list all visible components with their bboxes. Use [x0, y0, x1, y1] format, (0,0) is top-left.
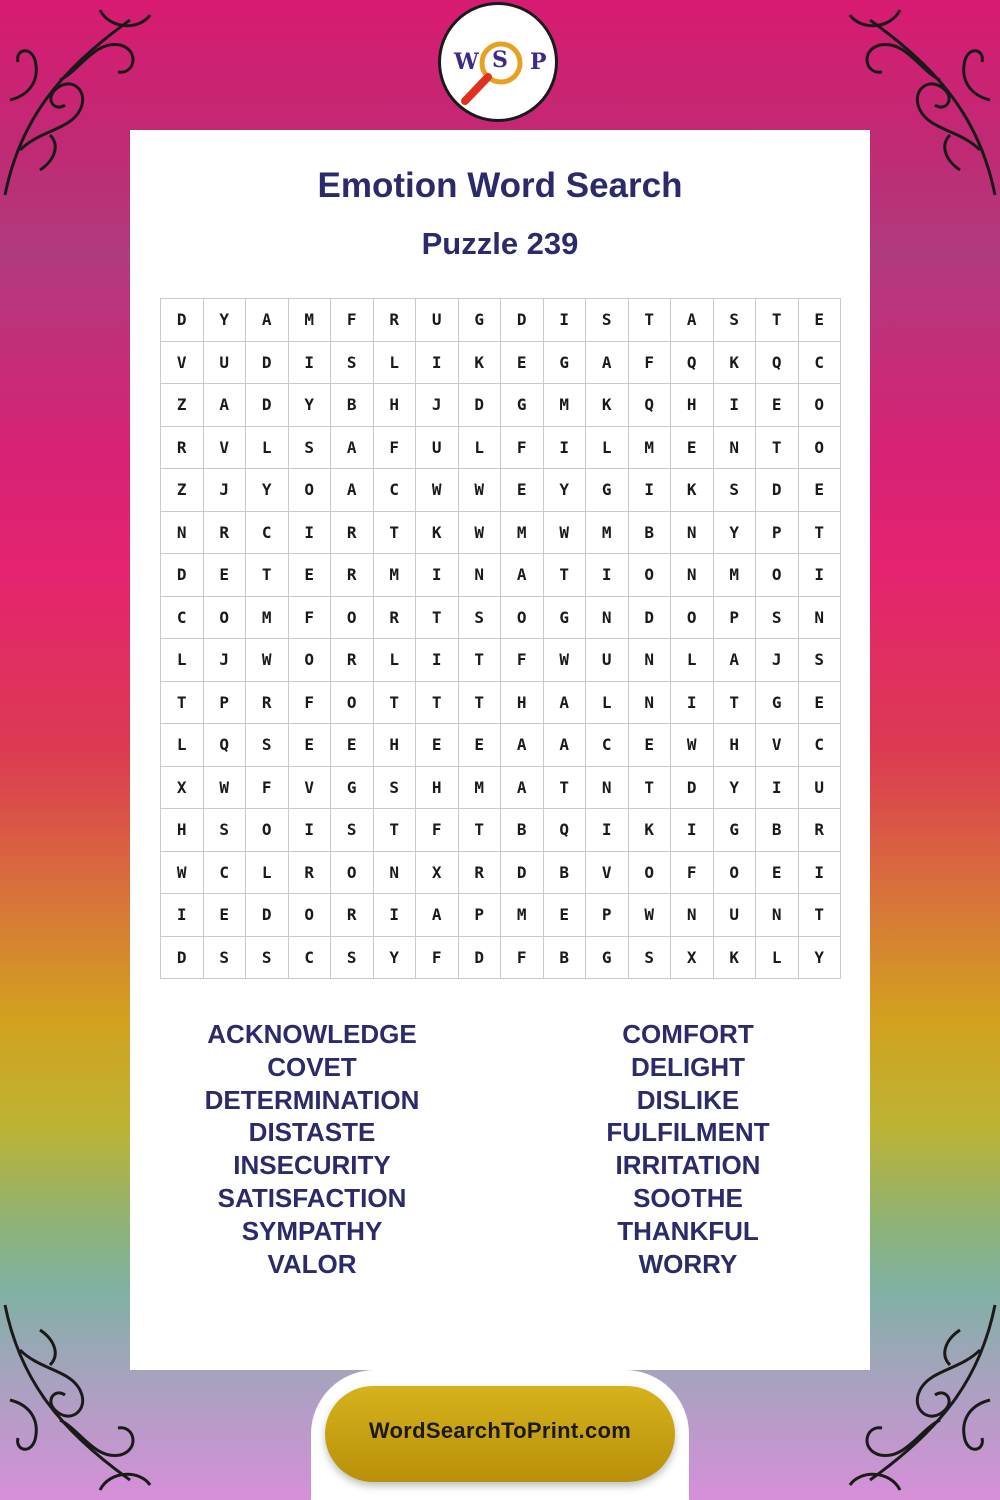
grid-cell[interactable]: G [586, 937, 629, 980]
grid-cell[interactable]: W [629, 894, 672, 937]
grid-cell[interactable]: V [161, 342, 204, 385]
grid-cell[interactable]: L [459, 427, 502, 470]
grid-cell[interactable]: T [416, 597, 459, 640]
grid-cell[interactable]: O [331, 852, 374, 895]
grid-cell[interactable]: M [586, 512, 629, 555]
grid-cell[interactable]: E [756, 384, 799, 427]
grid-cell[interactable]: I [416, 554, 459, 597]
grid-cell[interactable]: E [756, 852, 799, 895]
grid-cell[interactable]: N [671, 512, 714, 555]
grid-cell[interactable]: D [246, 342, 289, 385]
grid-cell[interactable]: K [629, 809, 672, 852]
grid-cell[interactable]: L [161, 724, 204, 767]
grid-cell[interactable]: G [459, 299, 502, 342]
grid-cell[interactable]: Y [374, 937, 417, 980]
grid-cell[interactable]: O [714, 852, 757, 895]
grid-cell[interactable]: I [416, 342, 459, 385]
word-item: DELIGHT [630, 1051, 746, 1082]
grid-cell[interactable]: N [586, 767, 629, 810]
grid-cell[interactable]: I [416, 639, 459, 682]
grid-cell[interactable]: P [204, 682, 247, 725]
grid-cell[interactable]: C [374, 469, 417, 512]
grid-cell[interactable]: G [544, 342, 587, 385]
grid-cell[interactable]: N [629, 682, 672, 725]
grid-cell[interactable]: I [544, 299, 587, 342]
grid-cell[interactable]: U [204, 342, 247, 385]
grid-cell[interactable]: L [246, 852, 289, 895]
logo-letter-w: W [454, 49, 479, 75]
grid-cell[interactable]: D [161, 937, 204, 980]
grid-cell[interactable]: V [289, 767, 332, 810]
grid-cell[interactable]: T [544, 767, 587, 810]
grid-cell[interactable]: L [586, 682, 629, 725]
grid-cell[interactable]: F [501, 937, 544, 980]
word-item: IRRITATION [615, 1150, 761, 1181]
grid-cell[interactable]: D [161, 299, 204, 342]
puzzle-card [130, 130, 870, 1370]
grid-cell[interactable]: O [289, 469, 332, 512]
grid-cell[interactable]: M [501, 894, 544, 937]
footer [311, 1370, 689, 1500]
grid-cell[interactable]: N [629, 639, 672, 682]
grid-cell[interactable]: E [799, 682, 842, 725]
grid-cell[interactable]: D [756, 469, 799, 512]
grid-cell[interactable]: C [204, 852, 247, 895]
grid-cell[interactable]: R [459, 852, 502, 895]
grid-cell[interactable]: H [374, 384, 417, 427]
grid-cell[interactable]: Q [544, 809, 587, 852]
grid-cell[interactable]: C [289, 937, 332, 980]
grid-cell[interactable]: R [289, 852, 332, 895]
grid-cell[interactable]: W [671, 724, 714, 767]
grid-cell[interactable]: U [416, 299, 459, 342]
grid-cell[interactable]: T [714, 682, 757, 725]
grid-cell[interactable]: E [416, 724, 459, 767]
grid-cell[interactable]: A [416, 894, 459, 937]
grid-cell[interactable]: I [799, 852, 842, 895]
grid-cell[interactable]: R [161, 427, 204, 470]
grid-cell[interactable]: E [204, 894, 247, 937]
grid-cell[interactable]: S [714, 469, 757, 512]
grid-cell[interactable]: G [331, 767, 374, 810]
grid-cell[interactable]: N [586, 597, 629, 640]
grid-cell[interactable]: F [331, 299, 374, 342]
grid-cell[interactable]: A [501, 767, 544, 810]
grid-cell[interactable]: S [289, 427, 332, 470]
grid-cell[interactable]: W [246, 639, 289, 682]
grid-cell[interactable]: S [586, 299, 629, 342]
grid-cell[interactable]: E [289, 554, 332, 597]
grid-cell[interactable]: N [756, 894, 799, 937]
word-item: SYMPATHY [241, 1215, 383, 1246]
grid-cell[interactable]: V [586, 852, 629, 895]
grid-cell[interactable]: B [501, 809, 544, 852]
grid-cell[interactable]: N [799, 597, 842, 640]
grid-cell[interactable]: E [544, 894, 587, 937]
grid-cell[interactable]: I [714, 384, 757, 427]
grid-cell[interactable]: L [671, 639, 714, 682]
grid-cell[interactable]: Y [289, 384, 332, 427]
grid-cell[interactable]: W [544, 512, 587, 555]
grid-cell[interactable]: E [459, 724, 502, 767]
grid-cell[interactable]: F [501, 427, 544, 470]
grid-cell[interactable]: Y [246, 469, 289, 512]
grid-cell[interactable]: R [204, 512, 247, 555]
grid-cell[interactable]: R [331, 512, 374, 555]
grid-cell[interactable]: B [331, 384, 374, 427]
grid-cell[interactable]: I [544, 427, 587, 470]
logo-letter-p: P [530, 49, 547, 75]
grid-cell[interactable]: D [501, 299, 544, 342]
grid-cell[interactable]: D [671, 767, 714, 810]
grid-cell[interactable]: C [586, 724, 629, 767]
grid-cell[interactable]: C [161, 597, 204, 640]
grid-cell[interactable]: J [756, 639, 799, 682]
grid-cell[interactable]: N [161, 512, 204, 555]
grid-cell[interactable]: K [714, 342, 757, 385]
grid-cell[interactable]: T [459, 682, 502, 725]
grid-cell[interactable]: S [756, 597, 799, 640]
grid-cell[interactable]: Y [714, 767, 757, 810]
grid-cell[interactable]: O [501, 597, 544, 640]
grid-cell[interactable]: L [374, 639, 417, 682]
grid-cell[interactable]: P [756, 512, 799, 555]
grid-cell[interactable]: L [586, 427, 629, 470]
grid-cell[interactable]: W [161, 852, 204, 895]
word-item: DISTASTE [248, 1117, 376, 1148]
grid-cell[interactable]: H [416, 767, 459, 810]
word-item: COVET [267, 1051, 357, 1082]
grid-cell[interactable]: J [204, 469, 247, 512]
grid-cell[interactable]: M [374, 554, 417, 597]
grid-cell[interactable]: M [246, 597, 289, 640]
grid-cell[interactable]: I [586, 554, 629, 597]
grid-cell[interactable]: Q [629, 384, 672, 427]
grid-cell[interactable]: D [501, 852, 544, 895]
grid-cell[interactable]: A [501, 724, 544, 767]
grid-cell[interactable]: N [671, 894, 714, 937]
grid-cell[interactable]: A [331, 469, 374, 512]
grid-cell[interactable]: C [799, 342, 842, 385]
grid-cell[interactable]: G [586, 469, 629, 512]
grid-cell[interactable]: U [586, 639, 629, 682]
grid-cell[interactable]: E [331, 724, 374, 767]
grid-cell[interactable]: U [714, 894, 757, 937]
grid-cell[interactable]: Y [714, 512, 757, 555]
grid-cell[interactable]: I [799, 554, 842, 597]
grid-cell[interactable]: O [204, 597, 247, 640]
word-item: VALOR [267, 1248, 357, 1279]
grid-cell[interactable]: D [459, 937, 502, 980]
grid-cell[interactable]: I [374, 894, 417, 937]
word-item: FULFILMENT [606, 1117, 770, 1148]
word-item: SOOTHE [633, 1182, 743, 1213]
grid-cell[interactable]: D [459, 384, 502, 427]
grid-cell[interactable]: S [331, 342, 374, 385]
grid-cell[interactable]: U [799, 767, 842, 810]
grid-cell[interactable]: A [544, 682, 587, 725]
grid-cell[interactable]: S [331, 937, 374, 980]
grid-cell[interactable]: K [714, 937, 757, 980]
grid-cell[interactable]: O [289, 894, 332, 937]
grid-cell[interactable]: I [671, 682, 714, 725]
word-item: DETERMINATION [204, 1084, 420, 1115]
grid-cell[interactable]: S [714, 299, 757, 342]
grid-cell[interactable]: S [246, 937, 289, 980]
grid-cell[interactable]: G [501, 384, 544, 427]
grid-cell[interactable]: E [629, 724, 672, 767]
grid-cell[interactable]: P [714, 597, 757, 640]
grid-cell[interactable]: O [331, 682, 374, 725]
grid-cell[interactable]: A [586, 342, 629, 385]
grid-cell[interactable]: W [459, 512, 502, 555]
logo-letter-s: S [492, 47, 508, 73]
grid-cell[interactable]: S [629, 937, 672, 980]
grid-cell[interactable]: R [331, 639, 374, 682]
grid-cell[interactable]: P [586, 894, 629, 937]
grid-cell[interactable]: A [671, 299, 714, 342]
grid-cell[interactable]: E [204, 554, 247, 597]
grid-cell[interactable]: T [246, 554, 289, 597]
grid-cell[interactable]: S [331, 809, 374, 852]
grid-cell[interactable]: T [629, 767, 672, 810]
grid-cell[interactable]: O [756, 554, 799, 597]
grid-cell[interactable]: H [671, 384, 714, 427]
grid-cell[interactable]: M [289, 299, 332, 342]
grid-cell[interactable]: I [671, 809, 714, 852]
grid-cell[interactable]: P [459, 894, 502, 937]
grid-cell[interactable]: A [204, 384, 247, 427]
grid-cell[interactable]: M [714, 554, 757, 597]
grid-cell[interactable]: O [331, 597, 374, 640]
grid-cell[interactable]: I [586, 809, 629, 852]
grid-cell[interactable]: T [799, 894, 842, 937]
grid-cell[interactable]: E [501, 342, 544, 385]
grid-cell[interactable]: N [459, 554, 502, 597]
letter-grid [160, 298, 841, 979]
grid-cell[interactable]: Q [671, 342, 714, 385]
grid-cell[interactable]: T [374, 512, 417, 555]
grid-cell[interactable]: I [756, 767, 799, 810]
grid-cell[interactable]: F [289, 682, 332, 725]
grid-cell[interactable]: G [756, 682, 799, 725]
grid-cell[interactable]: H [374, 724, 417, 767]
grid-cell[interactable]: L [756, 937, 799, 980]
grid-cell[interactable]: I [629, 469, 672, 512]
grid-cell[interactable]: W [544, 639, 587, 682]
grid-cell[interactable]: F [671, 852, 714, 895]
puzzle-number: Puzzle 239 [421, 226, 579, 261]
grid-cell[interactable]: T [374, 809, 417, 852]
grid-cell[interactable]: F [246, 767, 289, 810]
grid-cell[interactable]: F [416, 937, 459, 980]
grid-cell[interactable]: D [629, 597, 672, 640]
grid-cell[interactable]: R [374, 299, 417, 342]
grid-cell[interactable]: R [799, 809, 842, 852]
grid-cell[interactable]: F [629, 342, 672, 385]
grid-cell[interactable]: T [459, 639, 502, 682]
grid-cell[interactable]: C [246, 512, 289, 555]
grid-cell[interactable]: N [714, 427, 757, 470]
grid-cell[interactable]: K [459, 342, 502, 385]
grid-cell[interactable]: W [459, 469, 502, 512]
word-item: SATISFACTION [217, 1182, 407, 1213]
grid-cell[interactable]: A [246, 299, 289, 342]
grid-cell[interactable]: L [246, 427, 289, 470]
grid-cell[interactable]: A [331, 427, 374, 470]
grid-cell[interactable]: N [374, 852, 417, 895]
grid-cell[interactable]: F [501, 639, 544, 682]
word-list-left [162, 1018, 462, 1280]
site-logo[interactable] [438, 2, 558, 122]
word-item: COMFORT [622, 1019, 754, 1049]
grid-cell[interactable]: O [629, 554, 672, 597]
grid-cell[interactable]: D [161, 554, 204, 597]
grid-cell[interactable]: I [289, 342, 332, 385]
site-link-button[interactable] [325, 1386, 675, 1482]
grid-cell[interactable]: E [799, 299, 842, 342]
word-item: WORRY [638, 1248, 738, 1279]
grid-cell[interactable]: V [204, 427, 247, 470]
grid-cell[interactable]: K [671, 469, 714, 512]
grid-cell[interactable]: O [671, 597, 714, 640]
grid-cell[interactable]: S [204, 937, 247, 980]
grid-cell[interactable]: W [204, 767, 247, 810]
grid-cell[interactable]: Q [204, 724, 247, 767]
grid-cell[interactable]: Y [799, 937, 842, 980]
grid-cell[interactable]: F [416, 809, 459, 852]
grid-cell[interactable]: T [629, 299, 672, 342]
grid-cell[interactable]: Z [161, 469, 204, 512]
grid-cell[interactable]: T [416, 682, 459, 725]
grid-cell[interactable]: L [161, 639, 204, 682]
grid-cell[interactable]: C [799, 724, 842, 767]
grid-cell[interactable]: H [714, 724, 757, 767]
grid-cell[interactable]: E [501, 469, 544, 512]
grid-cell[interactable]: F [289, 597, 332, 640]
grid-cell[interactable]: U [416, 427, 459, 470]
grid-cell[interactable]: S [374, 767, 417, 810]
grid-cell[interactable]: G [544, 597, 587, 640]
grid-cell[interactable]: T [799, 512, 842, 555]
grid-cell[interactable]: X [416, 852, 459, 895]
grid-cell[interactable]: K [416, 512, 459, 555]
grid-cell[interactable]: T [374, 682, 417, 725]
grid-cell[interactable]: B [629, 512, 672, 555]
grid-cell[interactable]: R [246, 682, 289, 725]
grid-cell[interactable]: O [799, 427, 842, 470]
word-item: ACKNOWLEDGE [207, 1019, 417, 1049]
grid-cell[interactable]: L [374, 342, 417, 385]
grid-cell[interactable]: T [459, 809, 502, 852]
grid-cell[interactable]: S [799, 639, 842, 682]
grid-cell[interactable]: X [161, 767, 204, 810]
grid-cell[interactable]: I [289, 809, 332, 852]
grid-cell[interactable]: O [629, 852, 672, 895]
grid-cell[interactable]: E [671, 427, 714, 470]
grid-cell[interactable]: D [246, 384, 289, 427]
grid-cell[interactable]: W [416, 469, 459, 512]
grid-cell[interactable]: E [289, 724, 332, 767]
grid-cell[interactable]: J [416, 384, 459, 427]
grid-cell[interactable]: H [161, 809, 204, 852]
grid-cell[interactable]: R [331, 554, 374, 597]
grid-cell[interactable]: O [799, 384, 842, 427]
grid-cell[interactable]: M [544, 384, 587, 427]
grid-cell[interactable]: H [501, 682, 544, 725]
grid-cell[interactable]: A [501, 554, 544, 597]
grid-cell[interactable]: G [714, 809, 757, 852]
word-item: THANKFUL [617, 1215, 759, 1246]
grid-cell[interactable]: B [544, 937, 587, 980]
grid-cell[interactable]: N [671, 554, 714, 597]
grid-cell[interactable]: M [459, 767, 502, 810]
grid-cell[interactable]: K [586, 384, 629, 427]
grid-cell[interactable]: B [544, 852, 587, 895]
grid-cell[interactable]: Q [756, 342, 799, 385]
grid-cell[interactable]: M [629, 427, 672, 470]
grid-cell[interactable]: T [756, 427, 799, 470]
grid-cell[interactable]: B [756, 809, 799, 852]
grid-cell[interactable]: I [161, 894, 204, 937]
grid-cell[interactable]: Z [161, 384, 204, 427]
grid-cell[interactable]: S [204, 809, 247, 852]
word-item: DISLIKE [636, 1084, 740, 1115]
grid-cell[interactable]: Y [204, 299, 247, 342]
grid-cell[interactable]: S [459, 597, 502, 640]
grid-cell[interactable]: I [289, 512, 332, 555]
grid-cell[interactable]: R [374, 597, 417, 640]
grid-cell[interactable]: T [161, 682, 204, 725]
page-title: Emotion Word Search [317, 166, 683, 205]
site-link-text: WordSearchToPrint.com [368, 1418, 632, 1443]
grid-cell[interactable]: F [374, 427, 417, 470]
grid-cell[interactable]: V [756, 724, 799, 767]
grid-cell[interactable]: E [799, 469, 842, 512]
grid-cell[interactable]: T [756, 299, 799, 342]
grid-cell[interactable]: O [289, 639, 332, 682]
word-list-right [538, 1018, 838, 1280]
grid-cell[interactable]: R [331, 894, 374, 937]
grid-cell[interactable]: S [246, 724, 289, 767]
grid-cell[interactable]: A [544, 724, 587, 767]
word-item: INSECURITY [233, 1150, 391, 1181]
grid-cell[interactable]: D [246, 894, 289, 937]
grid-cell[interactable]: T [544, 554, 587, 597]
grid-cell[interactable]: X [671, 937, 714, 980]
grid-cell[interactable]: O [246, 809, 289, 852]
grid-cell[interactable]: Y [544, 469, 587, 512]
grid-cell[interactable]: A [714, 639, 757, 682]
grid-cell[interactable]: M [501, 512, 544, 555]
grid-cell[interactable]: J [204, 639, 247, 682]
